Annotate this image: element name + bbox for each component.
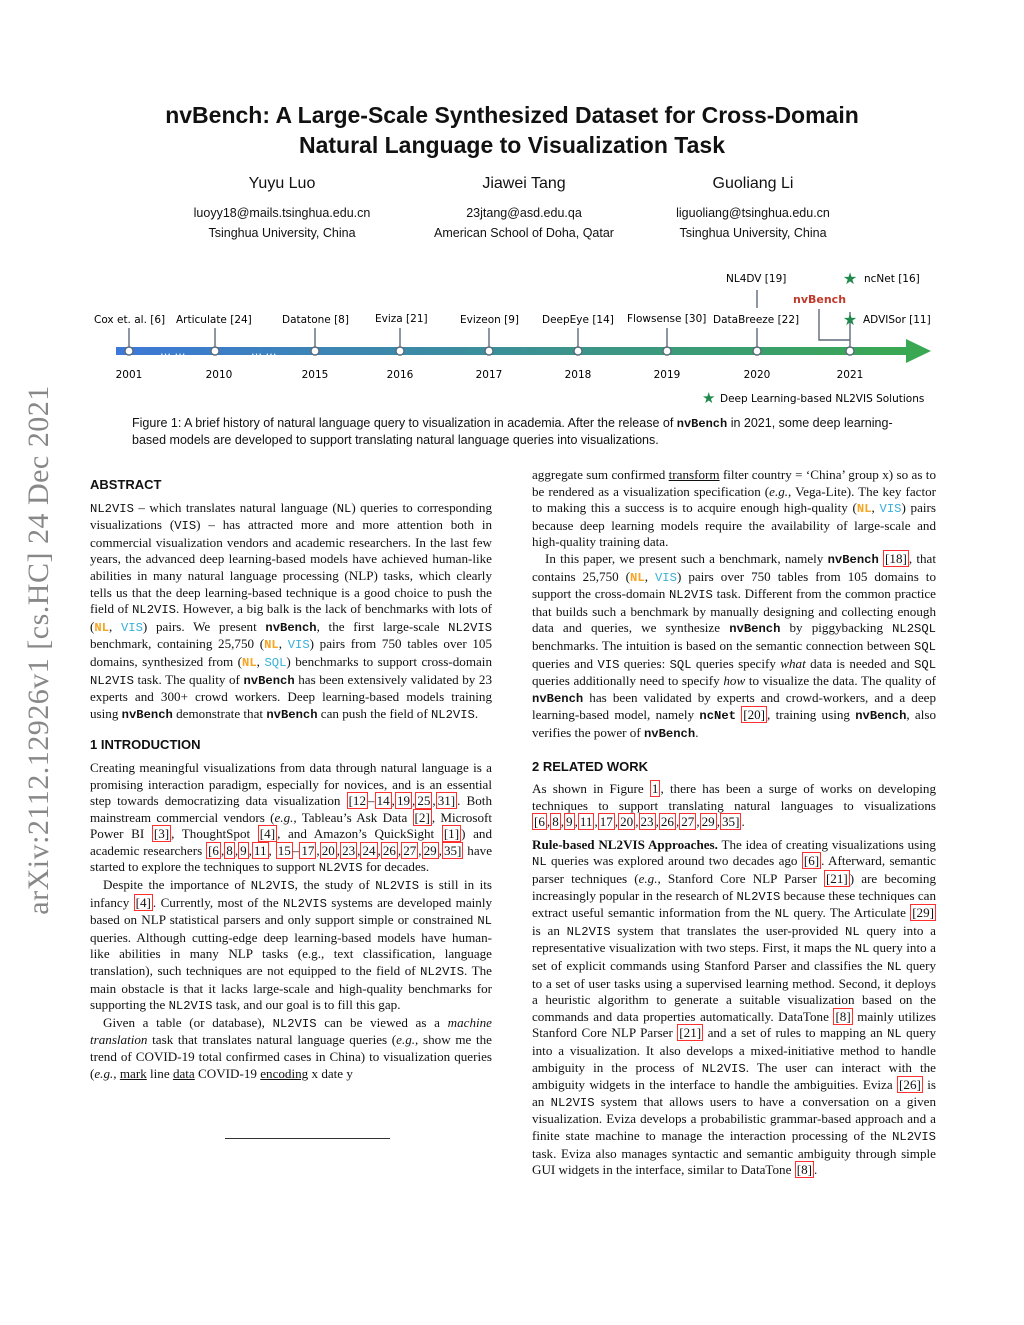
year-2017: 2017 — [475, 369, 503, 381]
year-2019: 2019 — [653, 369, 681, 381]
system-articulate: Articulate [24] — [176, 314, 252, 326]
author-1: Yuyu Luo luoyy18@mails.tsinghua.edu.cn Tsinghua University, China — [193, 175, 371, 240]
related-paragraph-1: As shown in Figure 1 , there has been a surge of works on developing techniques to support translating natural languages to visualizations [6 , 8 , 9 , 11 , 17 , 20 , 23 , 26 , 27 , 29 , 35] . — [532, 781, 936, 830]
year-2020: 2020 — [743, 369, 771, 381]
system-evizeon: Evizeon [9] — [460, 314, 520, 326]
star-icon: ★ — [842, 269, 858, 288]
nvbench-label: nvBench — [793, 293, 847, 306]
abstract-heading: ABSTRACT — [90, 477, 162, 492]
author-3: Guoliang Li liguoliang@tsinghua.edu.cn Tsinghua University, China — [676, 175, 830, 240]
legend-star-icon: ★ — [702, 389, 716, 407]
star-icon: ★ — [842, 310, 858, 329]
system-eviza: Eviza [21] — [375, 313, 428, 325]
figure-caption: Figure 1: A brief history of natural language query to visualization in academia. After the release of nvBench in 2021, some deep learning-based models are developed to support translating natural language queries into visualizations. — [132, 416, 893, 447]
right-column — [532, 467, 936, 1179]
year-2001: 2001 — [115, 369, 143, 381]
intro-paragraph-4: In this paper, we present such a benchmark, namely nvBench [18] , that contains 25,750 (NL, VIS) pairs over 750 tables from 105 domains to support the cross-domain NL2VIS task. Different from the common practice that builds such a benchmark by manually designing and collecting enough data and queries, we synthesize nvBench by piggybacking NL2SQL benchmarks. The intuition is based on the semantic connection between SQL queries and VIS queries: SQL queries specify what data is needed and SQL queries additionally need to specify how to visualize the data. The quality of nvBench has been validated by experts and crowd-workers, and a deep learning-based model, namely ncNet [20] , training using nvBench, also verifies the power of nvBench. — [532, 550, 937, 741]
timeline-bar — [116, 347, 908, 355]
paper-title: nvBench: A Large-Scale Synthesized Dataset for Cross-Domain Natural Language to Visualization Task — [165, 102, 859, 158]
timeline-figure — [88, 262, 948, 412]
arxiv-identifier: arXiv:2112.12926v1 [cs.HC] 24 Dec 2021 — [22, 385, 55, 915]
year-2018: 2018 — [564, 369, 592, 381]
year-2010: 2010 — [205, 369, 233, 381]
system-datatone: Datatone [8] — [282, 314, 349, 326]
ellipsis-1: … … — [160, 345, 186, 358]
intro-paragraph-3-cont: aggregate sum confirmed transform filter country = ‘China’ group x) so as to be rendered as a visualization specification (e.g., Vega-Lite). The key factor to making this a success is to acquire enough high-quality (NL, VIS) pairs because deep learning models require the availability of large-scale and high-quality training data. — [532, 467, 936, 550]
system-ncnet: ncNet [16] — [864, 273, 920, 285]
legend-label: Deep Learning-based NL2VIS Solutions — [720, 393, 925, 405]
author-2: Jiawei Tang 23jtang@asd.edu.qa American School of Doha, Qatar — [434, 175, 614, 240]
related-work-heading: 2 RELATED WORK — [532, 758, 649, 774]
timeline-arrowhead — [906, 339, 931, 363]
intro-paragraph-3: Given a table (or database), NL2VIS can be viewed as a machine translation task that translates natural language queries (e.g., show me the trend of COVID-19 total confirmed cases in China) to visualization queries (e.g., mark line data COVID-19 encoding x date y — [90, 1014, 492, 1081]
system-advisor: ADVISor [11] — [863, 314, 931, 326]
introduction-heading: 1 INTRODUCTION — [90, 737, 201, 753]
year-2016: 2016 — [386, 369, 414, 381]
system-deepeye: DeepEye [14] — [542, 314, 614, 326]
left-column — [90, 467, 492, 1082]
year-2015: 2015 — [301, 369, 329, 381]
intro-paragraph-2: Despite the importance of NL2VIS, the study of NL2VIS is still in its infancy [4] . Currently, most of the NL2VIS systems are developed mainly based on NLP statistical parsers and only support simple or constrained NL queries. Although cutting-edge deep learning-based models have human-like abilities in many NLP tasks (e.g., text classification, language translation), such techniques are not equipped to the field of NL2VIS. The main obstacle is that it lacks large-scale and high-quality benchmarks for supporting the NL2VIS task, and our goal is to fill this gap. — [90, 877, 492, 1014]
related-paragraph-2: Rule-based NL2VIS Approaches. The idea of creating visualizations using NL queries was explored around two decades ago [6] . Afterward, semantic parser techniques (e.g., Stanford Core NLP Parser [21] ) are becoming increasingly popular in the research of NL2VIS because these techniques can extract useful semantic information from the NL query. The Articulate [29] is an NL2VIS system that translates the user-provided NL query into a representative visualization with two steps. First, it maps the NL query into a set of explicit commands using Stanford Parser and classifies the NL query to a set of user tasks using a supervised learning method. Second, it deploys a heuristic algorithm to generate a suitable visualization based on the commands and data properties automatically. DataTone [8] mainly utilizes Stanford Core NLP Parser [21] and a set of rules to mapping an NL query into a visualization. It also develops a mixed-initiative method to handle ambiguity in the process of NL2VIS. The user can interact with the ambiguity widgets in the interface to handle the ambiguities. Eviza [26] is an NL2VIS system that allows users to have a conversation on a given visualization. Eviza develops a probabilistic grammar-based approach and a finite state machine to manage the interaction processing of the NL2VIS task. Eviza also manages syntactic and semantic ambiguity through simple GUI widgets in the interface, similar to DataTone [8] . — [532, 836, 936, 1178]
system-databreeze: DataBreeze [22] — [713, 314, 800, 326]
intro-paragraph-1: Creating meaningful visualizations from data through natural language is a promising interaction paradigm, especially for novices, and is an essential step towards democratizing data visualization [12 – 14 , 19 , 25 , 31] . Both mainstream commercial vendors (e.g., Tableau’s Ask Data [2] , Microsoft Power BI [3] , ThoughtSpot [4] , and Amazon’s QuickSight [1] ) and academic researchers [6 , 8 , 9 , 11 , 15 – 17 , 20 , 23 , 24 , 26 , 27 , 29 , 35] have started to explore the techniques to support NL2VIS for decades. — [90, 759, 493, 876]
system-nl4dv: NL4DV [19] — [726, 273, 787, 285]
system-flowsense: Flowsense [30] — [627, 313, 707, 325]
footnote-rule — [225, 1138, 390, 1139]
year-2021: 2021 — [836, 369, 864, 381]
system-cox: Cox et. al. [6] — [94, 314, 166, 326]
ellipsis-2: … … — [251, 345, 277, 358]
abstract-text: NL2VIS – which translates natural language (NL) queries to corresponding visualizations (VIS) – has attracted more and more attention both in commercial visualization vendors and academic researchers. In the last few years, the advanced deep learning-based models have achieved human-like abilities in many natural language processing (NLP) tasks, which clearly tells us that the deep learning-based technique is a good choice to push the field of NL2VIS. However, a big balk is the lack of benchmarks with lots of (NL, VIS) pairs. We present nvBench, the first large-scale NL2VIS benchmark, containing 25,750 (NL, VIS) pairs from 750 tables over 105 domains, synthesized from (NL, SQL) benchmarks to support cross-domain NL2VIS task. The quality of nvBench has been extensively validated by 23 experts and 300+ crowd workers. Deep learning-based models training using nvBench demonstrate that nvBench can push the field of NL2VIS. — [90, 499, 493, 722]
